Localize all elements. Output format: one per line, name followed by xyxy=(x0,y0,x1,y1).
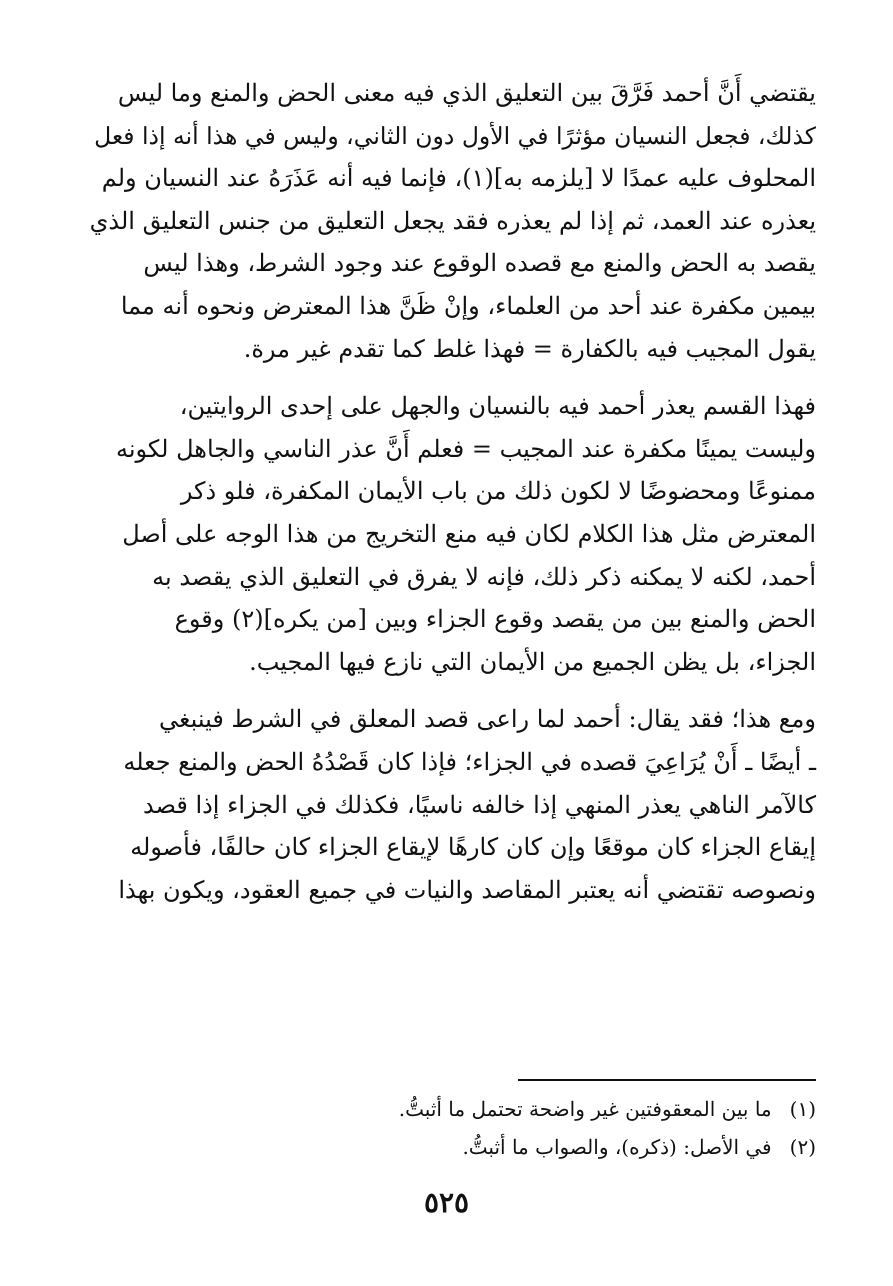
paragraph-2 xyxy=(82,385,816,683)
text-line: إيقاع الجزاء كان موقعًا وإن كان كارهًا لإيقاع الجزاء كان حالفًا، فأصوله xyxy=(130,833,816,862)
paragraph-1 xyxy=(82,72,816,370)
footnote-text: في الأصل: (ذكره)، والصواب ما أثبتُّ. xyxy=(462,1135,772,1159)
text-line: المعترض مثل هذا الكلام لكان فيه منع التخريج من هذا الوجه على أصل xyxy=(122,519,816,548)
text-line: وليست يمينًا مكفرة عند المجيب = فعلم أَنَّ عذر الناسي والجاهل لكونه xyxy=(115,434,816,463)
text-line: ونصوصه تقتضي أنه يعتبر المقاصد والنيات في جميع العقود، ويكون بهذا xyxy=(118,875,816,904)
text-line: بيمين مكفرة عند أحد من العلماء، وإنْ ظَنَّ هذا المعترض ونحوه أنه مما xyxy=(120,291,816,320)
text-line: كذلك، فجعل النسيان مؤثرًا في الأول دون الثاني، وليس في هذا أنه إذا فعل xyxy=(94,121,816,150)
text-line: يقول المجيب فيه بالكفارة = فهذا غلط كما تقدم غير مرة. xyxy=(243,334,816,363)
footnote-1 xyxy=(82,1090,816,1128)
footnotes xyxy=(82,1090,816,1166)
footnote-2 xyxy=(82,1128,816,1166)
footnote-text: ما بين المعقوفتين غير واضحة تحتمل ما أثبتُّ. xyxy=(398,1097,772,1121)
footnote-number: (٢) xyxy=(789,1135,816,1159)
page-number: ٥٢٥ xyxy=(423,1186,470,1219)
text-line: فهذا القسم يعذر أحمد فيه بالنسيان والجهل على إحدى الروايتين، xyxy=(179,392,816,421)
text-line: ممنوعًا ومحضوضًا لا لكون ذلك من باب الأيمان المكفرة، فلو ذكر xyxy=(180,477,816,506)
text-line: ـ أيضًا ـ أَنْ يُرَاعِيَ قصده في الجزاء؛ فإذا كان قَصْدُهُ الحض والمنع جعله xyxy=(123,747,816,776)
text-line: الجزاء، بل يظن الجميع من الأيمان التي نازع فيها المجيب. xyxy=(249,647,816,676)
text-line: ومع هذا؛ فقد يقال: أحمد لما راعى قصد المعلق في الشرط فينبغي xyxy=(159,705,816,734)
text-line: الحض والمنع بين من يقصد وقوع الجزاء وبين [من يكره](٢) وقوع xyxy=(174,605,816,634)
text-line: يقصد به الحض والمنع مع قصده الوقوع عند وجود الشرط، وهذا ليس xyxy=(143,249,816,278)
footnote-separator xyxy=(518,1079,816,1081)
text-line: المحلوف عليه عمدًا لا [يلزمه به](١)، فإنما فيه أنه عَذَرَهُ عند النسيان ولم xyxy=(101,164,816,193)
text-line: أحمد، لكنه لا يمكنه ذكر ذلك، فإنه لا يفرق في التعليق الذي يقصد به xyxy=(152,562,816,591)
footnote-number: (١) xyxy=(789,1097,816,1121)
main-text xyxy=(82,72,816,926)
paragraph-3 xyxy=(82,698,816,911)
text-line: يعذره عند العمد، ثم إذا لم يعذره فقد يجعل التعليق من جنس التعليق الذي xyxy=(89,206,816,235)
text-line: يقتضي أَنَّ أحمد فَرَّقَ بين التعليق الذي فيه معنى الحض والمنع وما ليس xyxy=(117,79,816,107)
text-line: كالآمر الناهي يعذر المنهي إذا خالفه ناسيًا، فكذلك في الجزاء إذا قصد xyxy=(142,790,816,819)
